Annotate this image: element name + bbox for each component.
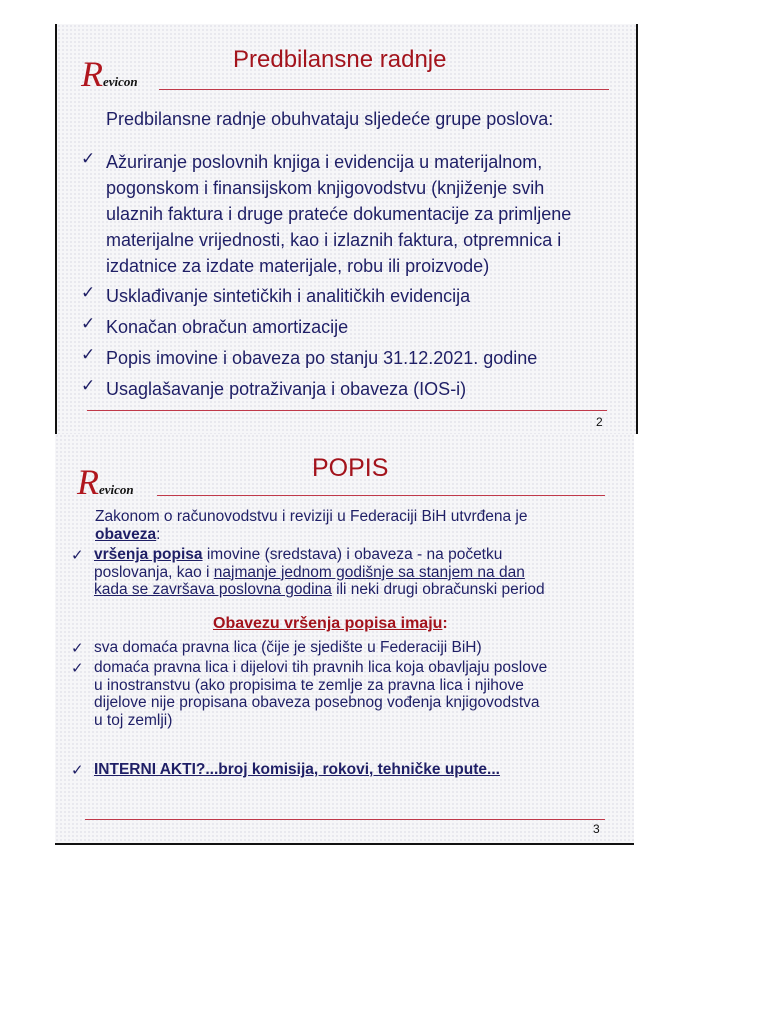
checkmark-icon: ✓ (71, 547, 84, 564)
footer-rule (85, 819, 605, 820)
item-line: domaća pravna lica i dijelovi tih pravnih lica koja obavljaju poslove (94, 659, 548, 676)
checkmark-icon: ✓ (81, 376, 96, 395)
checkmark-icon: ✓ (71, 660, 84, 677)
slide-title: Predbilansne radnje (233, 46, 447, 73)
slide-popis: Revicon POPIS Zakonom o računovodstvu i reviziji u Federaciji BiH utvrđena je obaveza: ✓ vršenja popisa imovine (sredstava) i obaveza - na početku poslovanja, kao i najmanje jednom godišnje sa stanjem na dan kada se završava poslovna godina ili neki drugi obračunski period Obavezu vršenja popisa imaju: ✓ sva domaća pravna lica (čije je sjedište u Federaciji BiH) ✓ domaća pravna lica i dijelovi tih pravnih lica koja obavljaju poslove u inostranstvu (ako propisima te zemlje za pravna lica i njihove dijelove nije propisana obaveza posebnog vođenja knjigovodstva u toj zemlji) ✓ INTERNI AKTI?...broj komisija, rokovi, tehničke upute... 3 (55, 434, 634, 845)
checkmark-icon: ✓ (81, 283, 96, 302)
item-line: u inostranstvu (ako propisima te zemlje za pravna lica i njihove (94, 676, 524, 694)
header-rule (159, 89, 609, 90)
item-text: Usklađivanje sintetičkih i analitičkih evidencija (106, 286, 471, 306)
item-line: ulaznih faktura i druge prateće dokumentacije za primljene (106, 204, 572, 224)
checkmark-icon: ✓ (71, 762, 84, 779)
revicon-logo: Revicon (81, 54, 138, 94)
item-text: sva domaća pravna lica (čije je sjedište u Federaciji BiH) (94, 639, 482, 656)
intro-text: Predbilansne radnje obuhvataju sljedeće grupe poslova: (106, 109, 554, 129)
checkmark-icon: ✓ (81, 149, 96, 168)
subheading: Obavezu vršenja popisa imaju: (213, 615, 448, 632)
item-line: izdatnice za izdate materijale, robu ili proizvode) (106, 256, 490, 276)
revicon-logo: Revicon (77, 462, 134, 502)
checkmark-icon: ✓ (81, 314, 96, 333)
slide-predbilansne-radnje (55, 24, 638, 434)
item-line: dijelove nije propisana obaveza posebnog vođenja knjigovodstva (94, 694, 540, 711)
item-line: Ažuriranje poslovnih knjiga i evidencija u materijalnom, (106, 152, 543, 172)
page-number: 2 (596, 415, 603, 429)
intro-text: Zakonom o računovodstvu i reviziji u Federaciji BiH utvrđena je obaveza: (95, 508, 528, 543)
item-text: Usaglašavanje potraživanja i obaveza (IOS-i) (106, 379, 467, 399)
slide-title: POPIS (312, 454, 389, 482)
header-rule (157, 495, 605, 496)
page-number: 3 (593, 822, 600, 836)
checkmark-icon: ✓ (81, 345, 96, 364)
checkmark-icon: ✓ (71, 640, 84, 657)
item-line: materijalne vrijednosti, kao i izlaznih faktura, otpremnica i (106, 230, 562, 250)
footer-rule (87, 410, 607, 411)
item-line: u toj zemlji) (94, 711, 173, 729)
item-text: Popis imovine i obaveza po stanju 31.12.2021. godine (106, 348, 538, 368)
item-line: pogonskom i finansijskom knjigovodstvu (knjiženje svih (106, 178, 545, 198)
item-text: INTERNI AKTI?...broj komisija, rokovi, tehničke upute... (94, 761, 500, 778)
item-text: Konačan obračun amortizacije (106, 317, 349, 337)
